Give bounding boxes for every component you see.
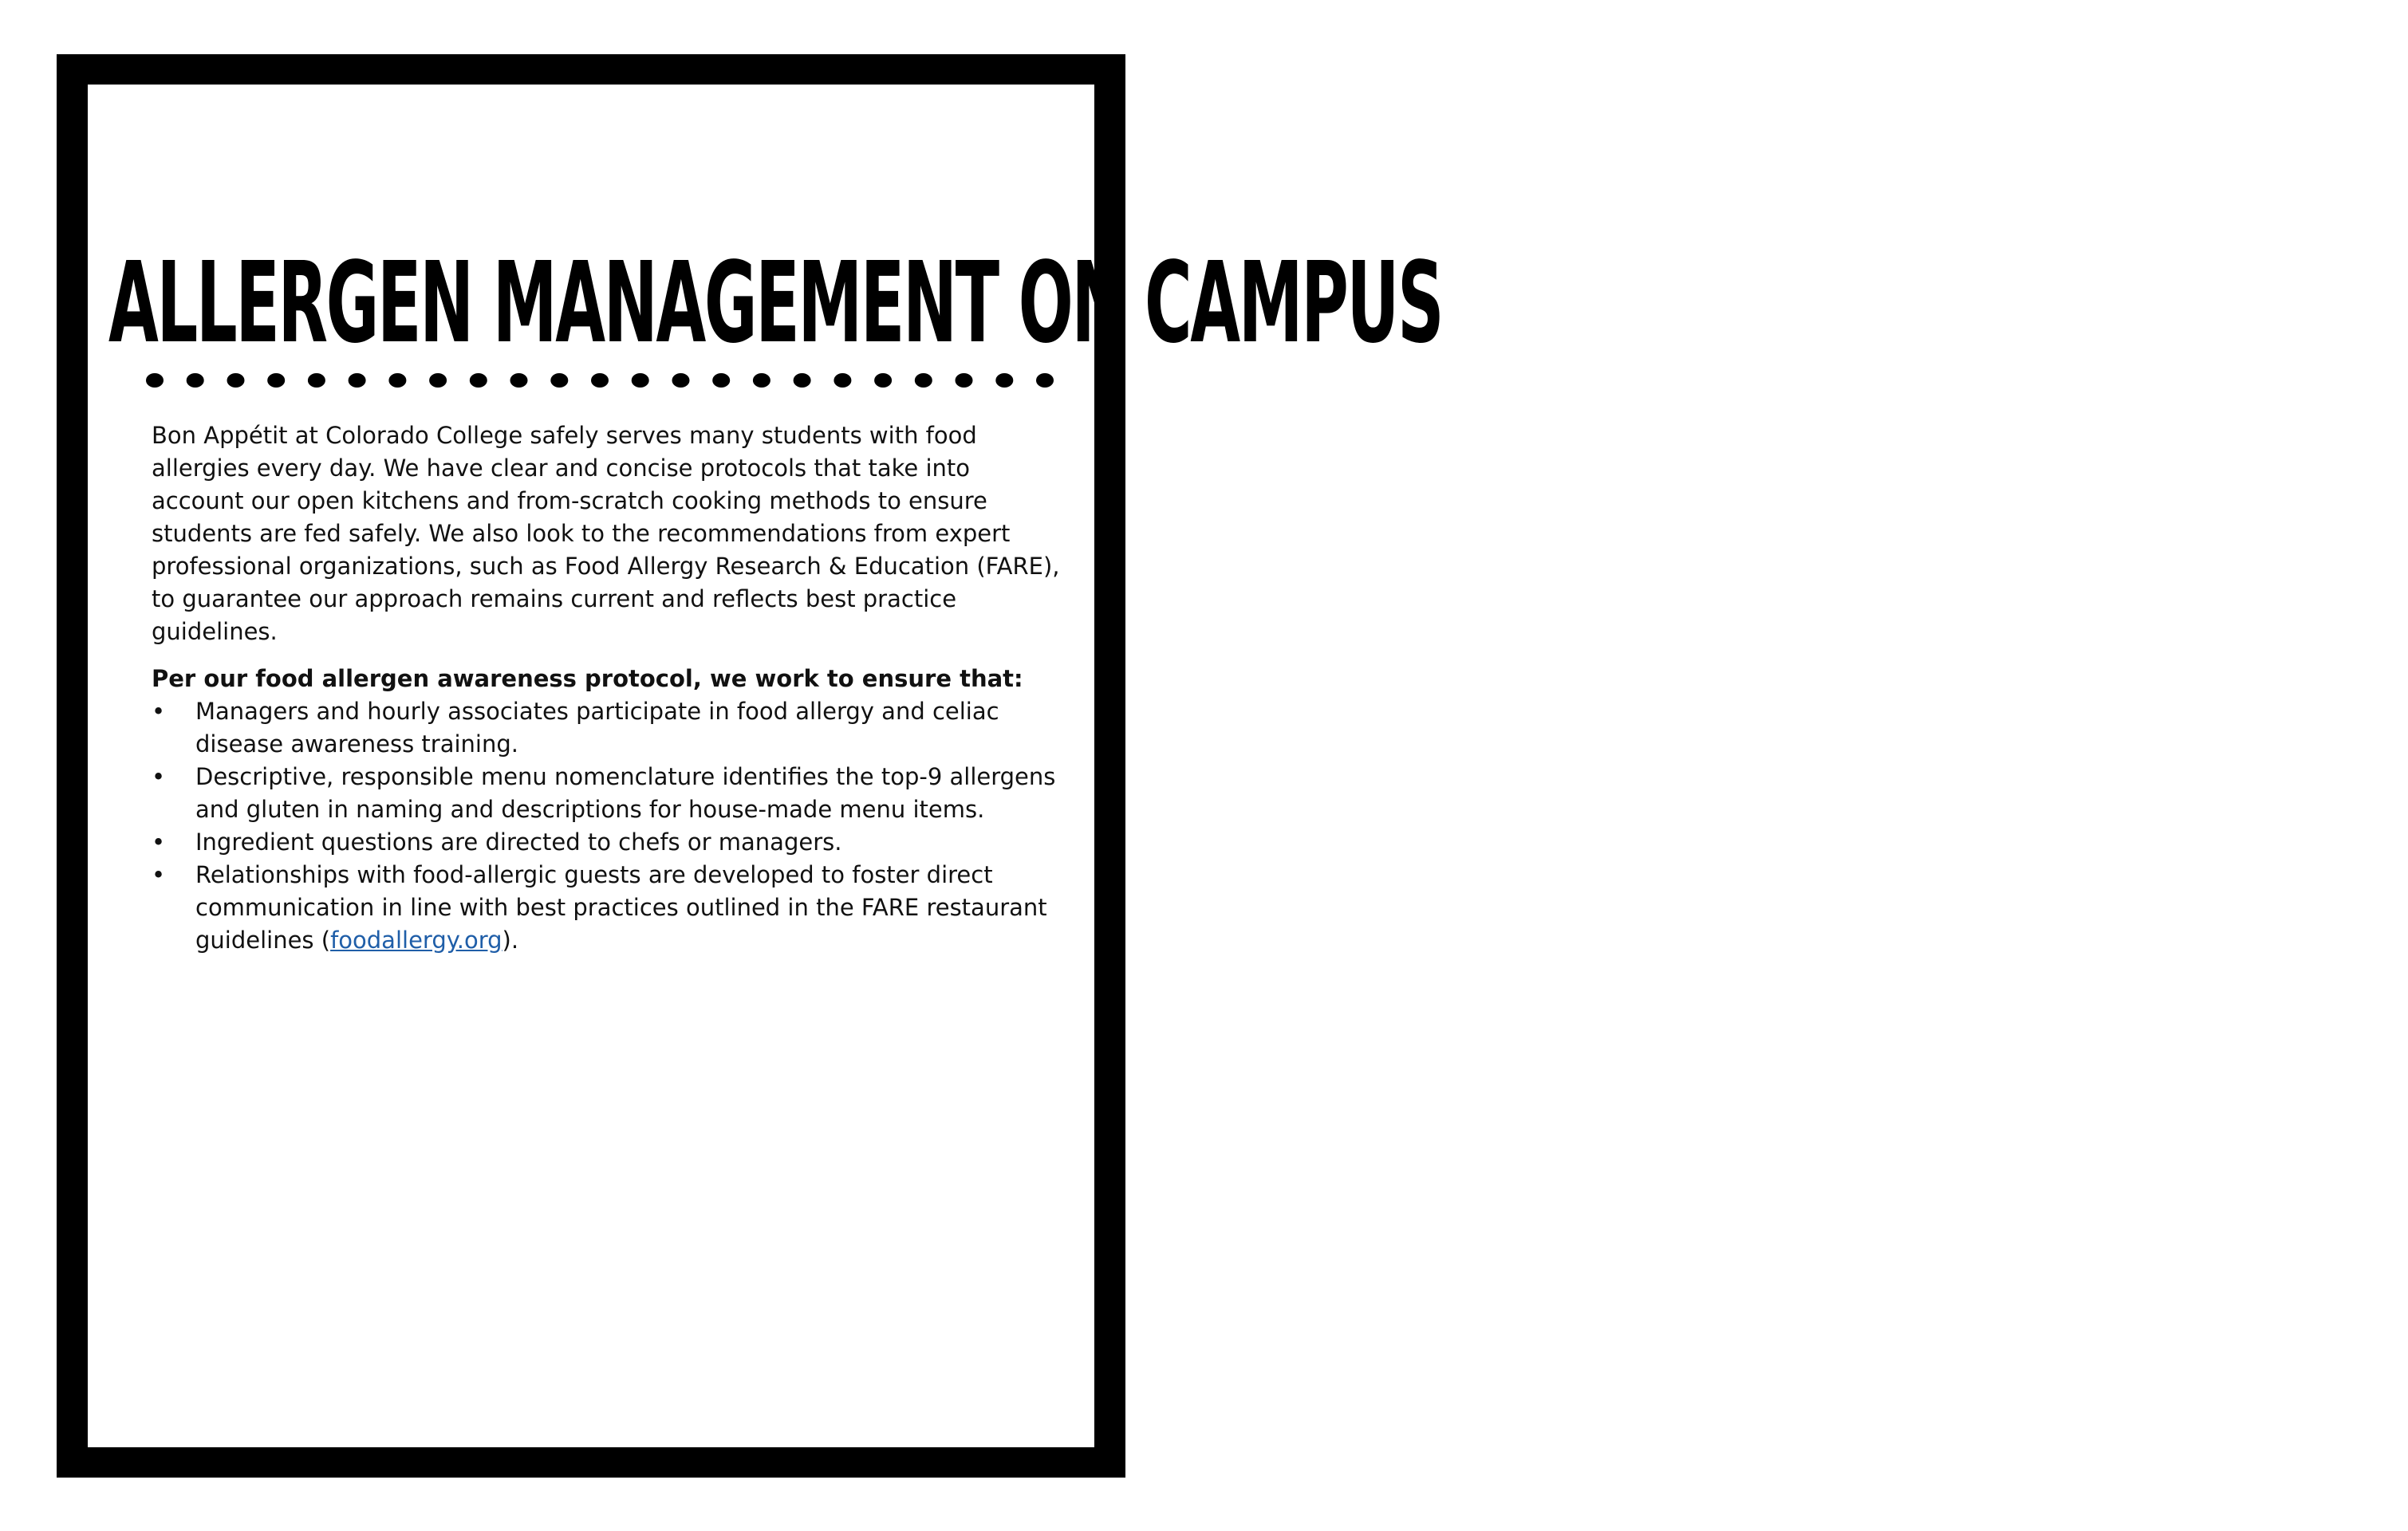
list-item xyxy=(152,859,1061,957)
divider-dot xyxy=(146,373,164,388)
title-container xyxy=(108,238,1443,368)
list-item xyxy=(152,695,1061,761)
divider-dot xyxy=(591,373,609,388)
intro-paragraph: Bon Appétit at Colorado College safely serves many students with food allergies every day. We have clear and concise protocols that take into account our open kitchens and from-scratch cooking methods to ensure students are fed safely. We also look to the recommendations from expert professional organizations, such as Food Allergy Research & Education (FARE), to guarantee our approach remains current and reflects best practice guidelines. xyxy=(152,422,1060,645)
divider-dot xyxy=(794,373,811,388)
list-item xyxy=(152,761,1061,826)
page-title: ALLERGEN MANAGEMENT ON CAMPUS xyxy=(108,238,1443,368)
divider-dot xyxy=(388,373,406,388)
divider-dot xyxy=(753,373,770,388)
bullet-icon: • xyxy=(152,698,166,725)
divider-dot xyxy=(510,373,528,388)
divider-dot xyxy=(227,373,245,388)
list-item xyxy=(152,826,1061,859)
list-item-text: Relationships with food-allergic guests are developed to foster direct communication in line with best practices outlined in the FARE restaurant guidelines ( xyxy=(195,861,1047,954)
page-content-area xyxy=(88,85,1443,1447)
divider-dot xyxy=(956,373,973,388)
list-item-text: Managers and hourly associates participate in food allergy and celiac disease awareness training. xyxy=(195,698,999,758)
divider-dot xyxy=(429,373,447,388)
divider-dot xyxy=(632,373,649,388)
divider-dot xyxy=(1036,373,1054,388)
divider-dot xyxy=(308,373,325,388)
page-border-frame xyxy=(57,54,1443,1478)
divider-dot xyxy=(834,373,851,388)
divider-dot xyxy=(470,373,487,388)
foodallergy-link[interactable]: foodallergy.org xyxy=(330,927,502,954)
divider-dot xyxy=(349,373,366,388)
divider-dot xyxy=(187,373,204,388)
protocol-list xyxy=(152,695,1061,957)
divider-dot xyxy=(874,373,892,388)
bullet-icon: • xyxy=(152,828,166,856)
divider-dot xyxy=(672,373,690,388)
divider-dot xyxy=(915,373,932,388)
divider-dot xyxy=(995,373,1013,388)
divider-dot xyxy=(712,373,730,388)
divider-dot xyxy=(267,373,285,388)
protocol-heading: Per our food allergen awareness protocol, we work to ensure that: xyxy=(152,665,1023,692)
bullet-icon: • xyxy=(152,763,166,790)
list-item-text: Ingredient questions are directed to chefs or managers. xyxy=(195,828,842,856)
divider-dot xyxy=(550,373,568,388)
link-suffix: ). xyxy=(502,927,519,954)
list-item-text: Descriptive, responsible menu nomenclature identifies the top-9 allergens and gluten in naming and descriptions for house-made menu items. xyxy=(195,763,1056,823)
document-body xyxy=(152,419,1061,957)
dotted-divider xyxy=(145,368,1054,392)
bullet-icon: • xyxy=(152,861,166,888)
